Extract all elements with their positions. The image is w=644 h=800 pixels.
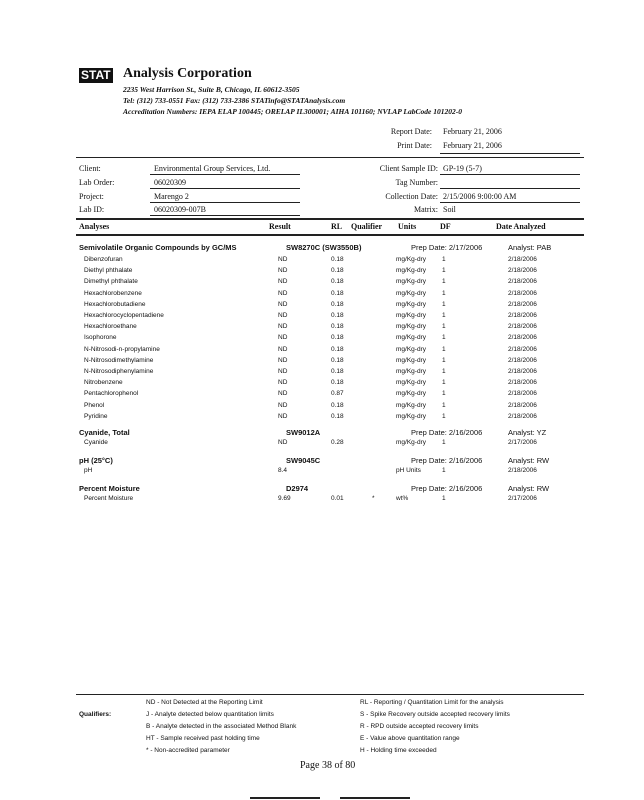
table-row-units: mg/Kg-dry <box>396 312 426 319</box>
table-row-analyte: Pentachlorophenol <box>84 390 139 398</box>
qualifier-definition: R - RPD outside accepted recovery limits <box>360 723 479 730</box>
table-row-result: ND <box>278 401 288 409</box>
section-analyst: Analyst: RW <box>508 456 550 465</box>
collection-date-value: 2/15/2006 9:00:00 AM <box>443 192 517 201</box>
table-row-analyte: pH <box>84 467 93 474</box>
lab-id-label: Lab ID: <box>79 205 105 214</box>
col-analyses: Analyses <box>79 222 110 231</box>
table-row-rl: 0.18 <box>331 256 344 263</box>
qualifier-definition: * - Non-accredited parameter <box>146 747 230 754</box>
table-row-result: ND <box>278 345 288 353</box>
print-date-value: February 21, 2006 <box>443 141 502 150</box>
table-row-units: mg/Kg-dry <box>396 412 426 420</box>
table-row-rl: 0.18 <box>331 401 344 409</box>
section-title: Semivolatile Organic Compounds by GC/MS <box>79 243 237 252</box>
col-qualifier: Qualifier <box>351 222 383 231</box>
table-row-rl: 0.87 <box>331 390 344 398</box>
table-row-result: ND <box>278 323 288 331</box>
date-underline <box>440 153 580 154</box>
table-row-units: pH Units <box>396 467 421 474</box>
table-row-result: ND <box>278 390 288 398</box>
table-row-rl: 0.18 <box>331 379 344 387</box>
table-row-rl: 0.18 <box>331 412 344 420</box>
qualifiers-top-rule <box>76 694 584 695</box>
table-row-result: ND <box>278 334 288 342</box>
table-row-analyte: Percent Moisture <box>84 495 134 502</box>
table-row-df: 1 <box>442 356 446 364</box>
bottom-mark <box>340 797 410 799</box>
table-row-units: wt% <box>396 495 409 502</box>
table-row-date: 2/17/2006 <box>508 439 537 446</box>
table-row-result: ND <box>278 312 288 319</box>
section-prep-date: Prep Date: 2/16/2006 <box>411 456 483 465</box>
table-row-analyte: N-Nitrosodimethylamine <box>84 356 154 364</box>
company-logo: STAT <box>81 68 111 82</box>
report-date-value: February 21, 2006 <box>443 127 502 136</box>
company-address: 2235 West Harrison St., Suite B, Chicago, IL 60612-3505 <box>123 85 300 94</box>
table-row-date: 2/18/2006 <box>508 368 537 375</box>
table-row-result: ND <box>278 368 288 375</box>
table-row-df: 1 <box>442 401 446 409</box>
table-row-result: ND <box>278 256 288 263</box>
table-row-analyte: Dibenzofuran <box>84 256 123 263</box>
table-row-date: 2/18/2006 <box>508 289 537 297</box>
company-contact: Tel: (312) 733-0551 Fax: (312) 733-2386 STATinfo@STATAnalysis.com <box>123 96 346 105</box>
qualifier-definition: ND - Not Detected at the Reporting Limit <box>146 699 263 706</box>
table-row-date: 2/18/2006 <box>508 467 537 474</box>
table-row-units: mg/Kg-dry <box>396 278 426 286</box>
table-row-units: mg/Kg-dry <box>396 289 426 297</box>
qualifier-definition: J - Analyte detected below quantitation limits <box>146 711 274 718</box>
section-title: Percent Moisture <box>79 484 140 493</box>
table-row-df: 1 <box>442 390 446 398</box>
client-sample-label: Client Sample ID: <box>379 164 438 173</box>
table-row-df: 1 <box>442 278 446 286</box>
table-row-rl: 0.18 <box>331 323 344 331</box>
project-underline <box>150 202 300 203</box>
section-analyst: Analyst: YZ <box>508 428 547 437</box>
table-row-analyte: Pyridine <box>84 412 108 420</box>
table-row-units: mg/Kg-dry <box>396 323 426 331</box>
table-row-df: 1 <box>442 267 446 275</box>
table-row-result: ND <box>278 267 288 275</box>
col-rl: RL <box>331 222 343 231</box>
table-row-date: 2/18/2006 <box>508 267 537 275</box>
section-method: SW9012A <box>286 428 321 437</box>
table-row-df: 1 <box>442 368 446 375</box>
table-row-date: 2/18/2006 <box>508 323 537 331</box>
table-row-qualifier: * <box>372 495 375 502</box>
table-row-rl: 0.18 <box>331 300 344 308</box>
table-row-result: ND <box>278 300 288 308</box>
table-row-units: mg/Kg-dry <box>396 334 426 342</box>
lab-order-underline <box>150 188 300 189</box>
table-row-units: mg/Kg-dry <box>396 401 426 409</box>
table-row-date: 2/18/2006 <box>508 401 537 409</box>
table-row-df: 1 <box>442 412 446 420</box>
qualifier-definition: H - Holding time exceeded <box>360 747 437 754</box>
table-row-rl: 0.18 <box>331 267 344 275</box>
table-row-analyte: Phenol <box>84 401 105 409</box>
table-row-date: 2/18/2006 <box>508 379 537 387</box>
table-row-date: 2/18/2006 <box>508 312 537 319</box>
section-title: pH (25°C) <box>79 456 113 465</box>
table-row-result: ND <box>278 278 288 286</box>
table-row-result: ND <box>278 439 288 446</box>
table-row-df: 1 <box>442 345 446 353</box>
table-row-df: 1 <box>442 312 446 319</box>
section-prep-date: Prep Date: 2/16/2006 <box>411 428 483 437</box>
table-row-units: mg/Kg-dry <box>396 267 426 275</box>
table-row-units: mg/Kg-dry <box>396 439 426 446</box>
table-row-units: mg/Kg-dry <box>396 356 426 364</box>
table-row-rl: 0.18 <box>331 356 344 364</box>
page-number: Page 38 of 80 <box>300 760 356 771</box>
info-top-rule <box>76 157 584 158</box>
col-date-analyzed: Date Analyzed <box>496 222 546 231</box>
print-date-label: Print Date: <box>397 141 432 150</box>
report-date-label: Report Date: <box>390 127 432 136</box>
table-row-analyte: Hexachlorocyclopentadiene <box>84 312 164 319</box>
collection-date-label: Collection Date: <box>385 192 438 201</box>
table-row-analyte: Isophorone <box>84 334 117 342</box>
lab-order-value: 06020309 <box>154 178 186 187</box>
table-row-df: 1 <box>442 256 446 263</box>
matrix-label: Matrix: <box>414 205 438 214</box>
section-method: SW8270C (SW3550B) <box>286 243 362 252</box>
col-result: Result <box>269 222 291 231</box>
col-units: Units <box>398 222 417 231</box>
table-row-result: ND <box>278 289 288 297</box>
collection-underline <box>440 202 580 203</box>
client-value: Environmental Group Services, Ltd. <box>154 164 271 173</box>
table-row-analyte: Cyanide <box>84 439 108 446</box>
table-row-df: 1 <box>442 323 446 331</box>
tag-number-label: Tag Number: <box>395 178 438 187</box>
table-row-analyte: Hexachlorobenzene <box>84 289 142 297</box>
qualifier-definition: S - Spike Recovery outside accepted recovery limits <box>360 711 510 718</box>
table-header-rule <box>76 234 584 236</box>
table-row-df: 1 <box>442 379 446 387</box>
qualifier-definition: RL - Reporting / Quantitation Limit for the analysis <box>360 699 504 706</box>
lab-id-underline <box>150 215 300 216</box>
table-row-units: mg/Kg-dry <box>396 390 426 398</box>
table-row-rl: 0.18 <box>331 312 344 319</box>
table-row-analyte: Hexachloroethane <box>84 323 137 331</box>
lab-order-label: Lab Order: <box>79 178 115 187</box>
section-method: SW9045C <box>286 456 321 465</box>
table-row-analyte: N-Nitrosodi-n-propylamine <box>84 345 160 353</box>
table-row-units: mg/Kg-dry <box>396 368 426 375</box>
bottom-mark <box>250 797 320 799</box>
section-analyst: Analyst: PAB <box>508 243 552 252</box>
table-row-analyte: Hexachlorobutadiene <box>84 300 146 308</box>
table-row-rl: 0.18 <box>331 289 344 297</box>
table-row-df: 1 <box>442 300 446 308</box>
project-value: Marengo 2 <box>154 192 189 201</box>
table-row-df: 1 <box>442 289 446 297</box>
qualifier-definition: E - Value above quantitation range <box>360 735 460 742</box>
table-row-units: mg/Kg-dry <box>396 256 426 263</box>
client-underline <box>150 174 300 175</box>
table-row-df: 1 <box>442 495 446 502</box>
table-row-analyte: Dimethyl phthalate <box>84 278 138 286</box>
accreditation-numbers: Accreditation Numbers: IEPA ELAP 100445; ORELAP IL300001; AIHA 101160; NVLAP LabCode 101202-0 <box>123 107 462 116</box>
table-row-date: 2/18/2006 <box>508 334 537 342</box>
table-row-date: 2/18/2006 <box>508 300 537 308</box>
col-df: DF <box>440 222 451 231</box>
project-label: Project: <box>79 192 104 201</box>
section-prep-date: Prep Date: 2/16/2006 <box>411 484 483 493</box>
table-row-date: 2/18/2006 <box>508 345 537 353</box>
table-row-date: 2/17/2006 <box>508 495 537 502</box>
table-row-date: 2/18/2006 <box>508 390 537 398</box>
table-row-rl: 0.28 <box>331 439 344 446</box>
table-row-rl: 0.18 <box>331 368 344 375</box>
table-row-result: 8.4 <box>278 467 288 474</box>
qualifier-definition: B - Analyte detected in the associated Method Blank <box>146 723 297 730</box>
table-row-rl: 0.18 <box>331 334 344 342</box>
section-prep-date: Prep Date: 2/17/2006 <box>411 243 483 252</box>
table-row-rl: 0.18 <box>331 345 344 353</box>
client-label: Client: <box>79 164 101 173</box>
table-row-units: mg/Kg-dry <box>396 345 426 353</box>
table-row-rl: 0.01 <box>331 495 344 502</box>
table-row-analyte: N-Nitrosodiphenylamine <box>84 368 154 375</box>
table-row-rl: 0.18 <box>331 278 344 286</box>
table-row-units: mg/Kg-dry <box>396 300 426 308</box>
table-row-date: 2/18/2006 <box>508 256 537 263</box>
table-top-rule <box>76 218 584 220</box>
qualifier-definition: HT - Sample received past holding time <box>146 735 260 742</box>
section-title: Cyanide, Total <box>79 428 130 437</box>
matrix-value: Soil <box>443 205 456 214</box>
table-row-df: 1 <box>442 467 446 474</box>
table-row-result: ND <box>278 356 288 364</box>
table-row-result: 9.69 <box>278 495 291 502</box>
section-method: D2974 <box>286 484 309 493</box>
section-analyst: Analyst: RW <box>508 484 550 493</box>
qualifiers-label: Qualifiers: <box>79 711 112 718</box>
table-row-result: ND <box>278 379 288 387</box>
table-row-date: 2/18/2006 <box>508 412 537 420</box>
table-row-analyte: Diethyl phthalate <box>84 267 133 275</box>
tag-underline <box>440 188 580 189</box>
sample-underline <box>440 174 580 175</box>
client-sample-value: GP-19 (5-7) <box>443 164 482 173</box>
table-row-date: 2/18/2006 <box>508 356 537 364</box>
table-row-df: 1 <box>442 334 446 342</box>
company-name: Analysis Corporation <box>123 66 252 81</box>
table-row-units: mg/Kg-dry <box>396 379 426 387</box>
table-row-date: 2/18/2006 <box>508 278 537 286</box>
table-row-analyte: Nitrobenzene <box>84 379 123 387</box>
table-row-result: ND <box>278 412 288 420</box>
lab-id-value: 06020309-007B <box>154 205 206 214</box>
table-row-df: 1 <box>442 439 446 446</box>
